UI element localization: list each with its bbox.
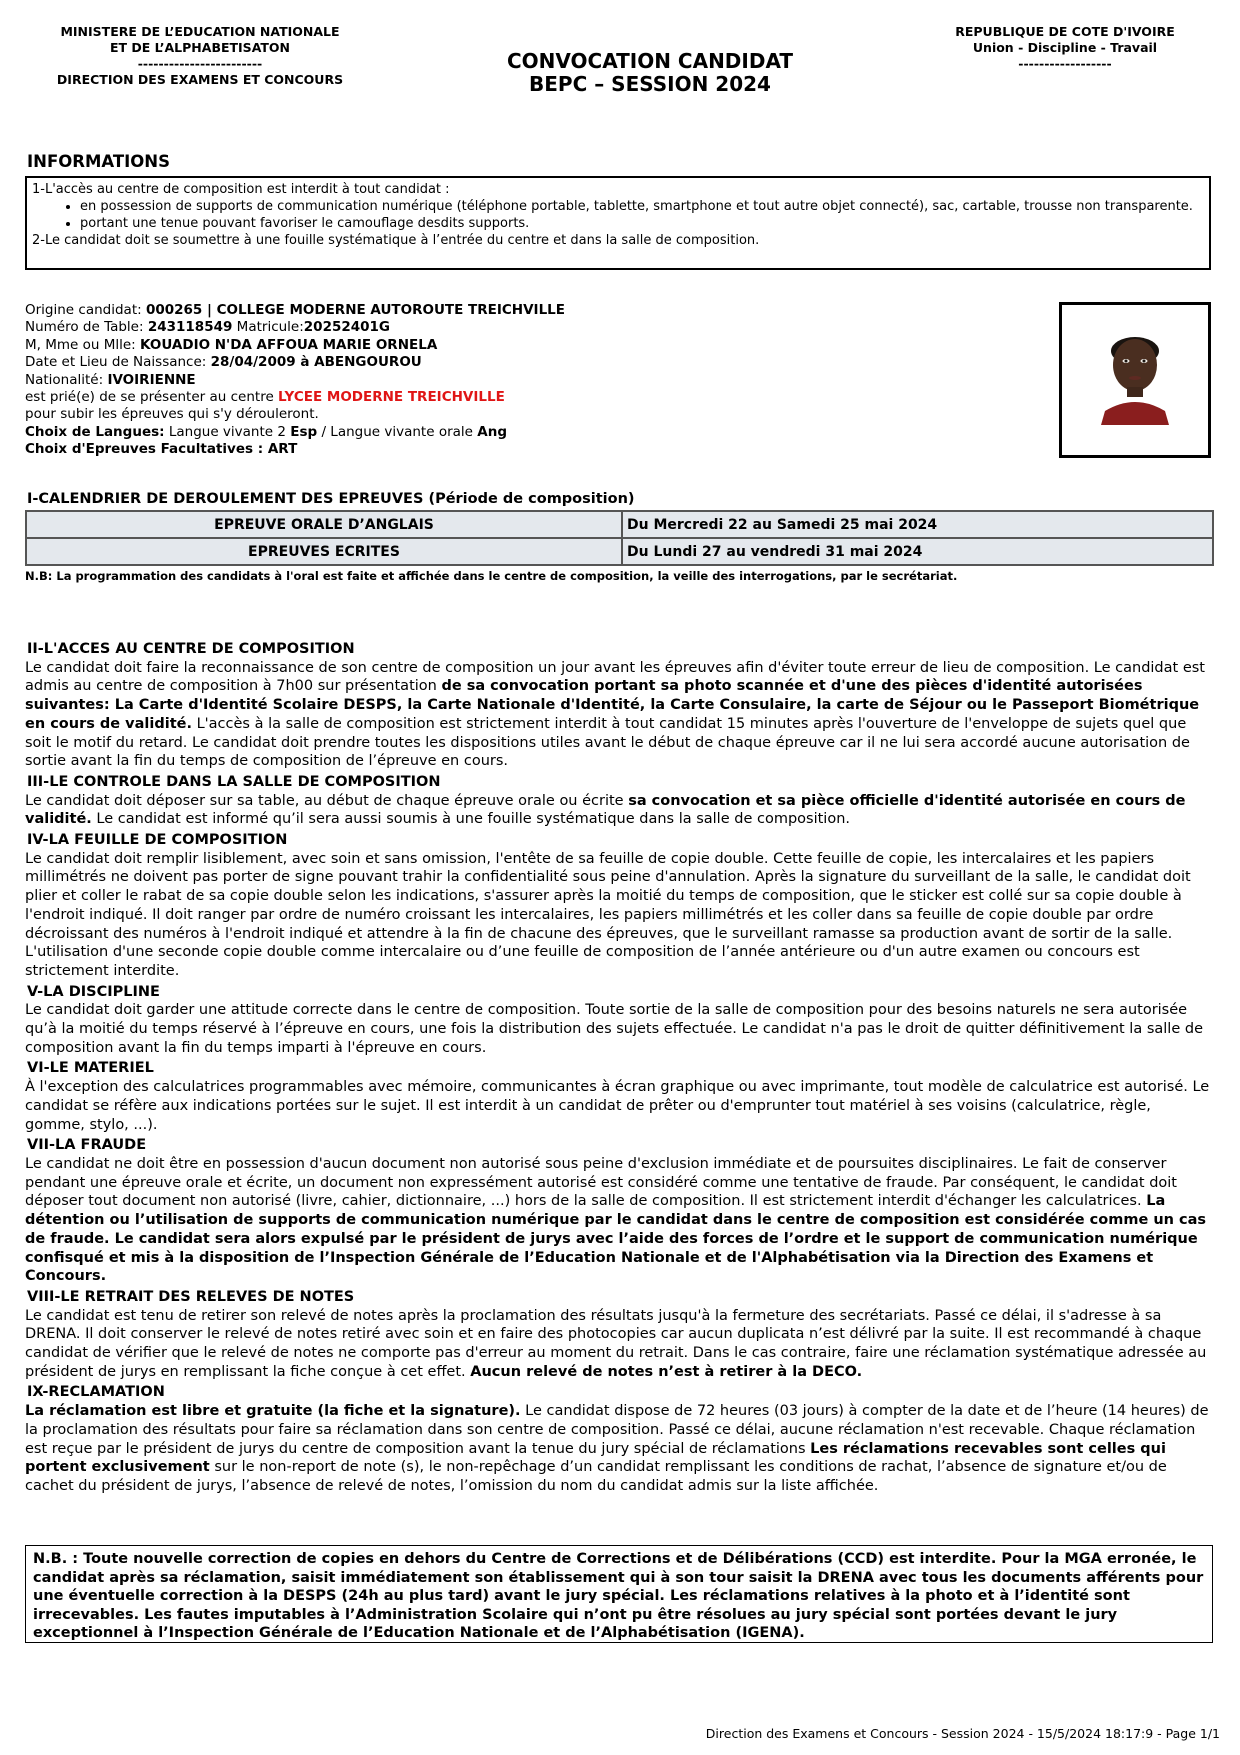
calendar-table xyxy=(25,510,1214,566)
exam-name: EPREUVE ORALE D’ANGLAIS xyxy=(26,511,622,538)
candidate-details xyxy=(25,302,1025,459)
info-bullet: • portant une tenue pouvant favoriser le camouflage desdits supports. xyxy=(80,215,1204,232)
rules-section xyxy=(25,640,1215,1498)
header-separator: ------------------------ xyxy=(137,56,263,71)
bold-run: sa convocation et sa pièce officielle d'identité autorisée en cours de validité. xyxy=(25,792,1186,828)
exam-dates: Du Lundi 27 au vendredi 31 mai 2024 xyxy=(622,538,1213,565)
section-paragraph xyxy=(25,792,1215,829)
name-row xyxy=(25,337,1025,354)
info-bullet: • en possession de supports de communication numérique (téléphone portable, tablette, smartphone et tout autre objet connecté), sac, cartable, trousse non transparente. xyxy=(80,198,1204,215)
section-paragraph: Le candidat doit remplir lisiblement, avec soin et sans omission, l'entête de sa feuille de copie double. Cette feuille de copie, les intercalaires et les papiers millimétrés ne doivent pas porter de signe pouvant trahir la confidentialité sous peine d'annulation. Après la signature du surveillant de la salle, le candidat doit plier et coller le rabat de sa copie double selon les indications, s'assurer après la moitié du temps de composition, que le sticker est collé sur sa copie double à l'endroit indiqué. Il doit ranger par ordre de numéro croissant les intercalaires, les papiers millimétrés et les coller dans sa feuille de copie double par ordre décroissant des numéros à l'endroit indiqué et attendre à la fin de chacune des épreuves, que le surveillant ramasse sa production avant de sortir de la salle. L'utilisation d'une seconde copie double comme intercalaire ou d’une feuille de composition de l’année antérieure ou d'un autre examen ou concours est strictement interdite. xyxy=(25,850,1191,979)
name-label: M, Mme ou Mlle: xyxy=(25,336,141,353)
calendar-note: N.B: La programmation des candidats à l'oral est faite et affichée dans le centre de composition, la veille des interrogations, par le secrétariat. xyxy=(25,569,958,583)
lv2-label: Langue vivante 2 xyxy=(164,423,291,440)
session-line: BEPC – SESSION 2024 xyxy=(529,72,771,96)
bold-run: de sa convocation portant sa photo scannée et d'une des pièces d'identité autorisées suivantes: La Carte d'Identité Scolaire DESPS, la Carte Nationale d'Identité, la Carte Consulaire, la carte de Séjour ou le Passeport Biométrique en cours de validité. xyxy=(25,678,1200,732)
languages-label: Choix de Langues: xyxy=(25,423,165,440)
table-number-label: Numéro de Table: xyxy=(25,319,148,336)
optional-label: Choix d'Epreuves Facultatives : xyxy=(25,441,268,458)
title-line: CONVOCATION CANDIDAT xyxy=(506,49,794,73)
informations-title: INFORMATIONS xyxy=(27,152,170,171)
page-footer: Direction des Examens et Concours - Session 2024 - 15/5/2024 18:17:9 - Page 1/1 xyxy=(705,1726,1220,1741)
section-heading: III-LE CONTROLE DANS LA SALLE DE COMPOSITION xyxy=(27,773,441,790)
text-run: sur le non-report de note (s), le non-repêchage d’un candidat remplissant les conditions de rachat, l’absence de signature et/ou de cachet du président de jurys, l’absence de relevé de notes, l’omission du nom du candidat admis sur la liste affichée. xyxy=(25,1459,1167,1494)
center-prefix: est prié(e) de se présenter au centre xyxy=(25,389,279,406)
oral-language-label: / Langue vivante orale xyxy=(317,423,478,440)
ministry-line: ET DE L’ALPHABETISATON xyxy=(109,40,291,55)
exam-dates: Du Mercredi 22 au Samedi 25 mai 2024 xyxy=(622,511,1213,538)
text-run: Le candidat doit déposer sur sa table, au début de chaque épreuve orale ou écrite xyxy=(25,792,629,809)
lv2-value: Esp xyxy=(290,423,318,440)
republic-line: REPUBLIQUE DE COTE D'IVOIRE xyxy=(955,24,1175,39)
section-heading: VI-LE MATERIEL xyxy=(27,1060,154,1077)
motto-line: Union - Discipline - Travail xyxy=(972,40,1158,55)
optional-row xyxy=(25,441,1025,458)
name-value: KOUADIO N'DA AFFOUA MARIE ORNELA xyxy=(140,336,438,353)
section-paragraph xyxy=(25,1307,1215,1382)
optional-value: ART xyxy=(267,441,298,458)
table-row xyxy=(26,538,1213,565)
center-row xyxy=(25,389,1025,406)
exam-name: EPREUVES ECRITES xyxy=(26,538,622,565)
section-heading: VIII-LE RETRAIT DES RELEVES DE NOTES xyxy=(27,1288,355,1305)
nationality-label: Nationalité: xyxy=(25,371,108,388)
section-paragraph xyxy=(25,1402,1215,1496)
oral-language-value: Ang xyxy=(477,423,507,440)
section-paragraph xyxy=(25,1155,1215,1286)
text-run: Le candidat est informé qu’il sera aussi soumis à une fouille systématique dans la salle de composition. xyxy=(91,811,850,828)
nationality-row xyxy=(25,372,1025,389)
table-number-value: 243118549 xyxy=(147,319,233,336)
section-paragraph: Le candidat doit garder une attitude correcte dans le centre de composition. Toute sortie de la salle de composition pour des besoins naturels ne sera autorisée qu’à la moitié du temps réservé à l’épreuve en cours, une fois la distribution des sujets effectuée. Le candidat n'a pas le droit de quitter définitivement la salle de composition avant la fin du temps imparti à l'épreuve en cours. xyxy=(25,1002,1203,1056)
origin-value: 000265 | COLLEGE MODERNE AUTOROUTE TREICHVILLE xyxy=(145,302,566,318)
nationality-value: IVOIRIENNE xyxy=(107,371,196,388)
ministry-line: MINISTERE DE L’EDUCATION NATIONALE xyxy=(60,24,340,39)
header-separator: ------------------ xyxy=(1018,56,1112,71)
origin-row xyxy=(25,302,1025,319)
birth-label: Date et Lieu de Naissance: xyxy=(25,354,211,371)
text-run: L'accès à la salle de composition est strictement interdit à tout candidat 15 minutes après l'ouverture de l'enveloppe de sujets quel que soit le motif du retard. Le candidat doit prendre toutes les dispositions utiles avant le début de chaque épreuve car il ne lui sera accordé aucune autorisation de sortie avant la fin du temps de composition de l’épreuve en cours. xyxy=(25,715,1190,770)
bold-run: La détention ou l’utilisation de supports de communication numérique par le candidat dans le centre de composition est considérée comme un cas de fraude. Le candidat sera alors expulsé par le président de jurys avec l’aide des forces de l’ordre et le support de communication numérique confisqué et mis à la disposition de l’Inspection Générale de l’Education Nationale et de l'Alphabétisation via la Direction des Examens et Concours. xyxy=(25,1193,1207,1285)
section-heading: VII-LA FRAUDE xyxy=(27,1137,147,1154)
birth-row xyxy=(25,354,1025,371)
matricule-value: 20252401G xyxy=(303,319,391,336)
informations-box xyxy=(25,176,1211,270)
origin-label: Origine candidat: xyxy=(25,302,146,318)
info-bullets xyxy=(32,198,1204,232)
section-heading: V-LA DISCIPLINE xyxy=(27,983,160,1000)
text-run: Le candidat ne doit être en possession d'aucun document non autorisé sous peine d'exclusion immédiate et de poursuites disciplinaires. Le fait de conserver pendant une épreuve orale et écrite, un document non expressément autorisé est considéré comme une tentative de fraude. Par conséquent, le candidat doit déposer tout document non autorisé (livre, cahier, dictionnaire, ...) hors de la salle de composition. Il est strictement interdit d'échanger les calculatrices. xyxy=(25,1155,1177,1210)
republic-header xyxy=(905,24,1225,72)
candidate-portrait-icon xyxy=(1075,315,1195,445)
nb-notice-box: N.B. : Toute nouvelle correction de copies en dehors du Centre de Corrections et de Délibérations (CCD) est interdite. Pour la MGA erronée, le candidat après sa réclamation, saisit immédiatement son établissement qui à son tour saisit la DRENA avec tous les documents afférents pour une éventuelle correction à la DESPS (24h au plus tard) avant le jury spécial. Les réclamations relatives à la photo et à l’identité sont irrecevables. Les fautes imputables à l’Administration Scolaire qui n’ont pu être résolues au jury spécial sont portées devant le jury exceptionnel à l’Inspection Générale de l’Education Nationale et de l’Alphabétisation (IGENA). xyxy=(25,1545,1213,1643)
calendar-title: I-CALENDRIER DE DEROULEMENT DES EPREUVES (Période de composition) xyxy=(27,491,635,507)
candidate-photo xyxy=(1059,302,1211,458)
document-title xyxy=(420,50,880,96)
info-item-2: 2-Le candidat doit se soumettre à une fouille systématique à l’entrée du centre et dans la salle de composition. xyxy=(32,233,760,248)
birth-value: 28/04/2009 à ABENGOUROU xyxy=(210,354,422,371)
ministry-header xyxy=(40,24,360,88)
section-paragraph: À l'exception des calculatrices programmables avec mémoire, communicantes à écran graphique ou avec imprimante, tout modèle de calculatrice est autorisé. Le candidat se réfère aux indications portées sur le sujet. Il est interdit à un candidat de prêter ou d'emprunter tout matériel à ses voisins (calculatrice, règle, gomme, stylo, ...). xyxy=(25,1079,1210,1133)
section-heading: II-L'ACCES AU CENTRE DE COMPOSITION xyxy=(27,641,355,657)
exam-center-name: LYCEE MODERNE TREICHVILLE xyxy=(278,389,505,406)
text-run: Le candidat dispose de 72 heures (03 jours) à compter de la date et de l’heure (14 heures) de la proclamation des résultats pour faire sa réclamation dans son centre de composition. Passé ce délai, aucune réclamation n'est recevable. Chaque réclamation est reçue par le président de jurys du centre de composition avant la tenue du jury spécial de réclamations xyxy=(25,1403,1209,1457)
bold-run: Les réclamations recevables sont celles qui portent exclusivement xyxy=(25,1440,1166,1476)
table-row xyxy=(26,511,1213,538)
info-item-1: 1-L'accès au centre de composition est interdit à tout candidat : xyxy=(32,182,450,197)
section-paragraph xyxy=(25,659,1215,771)
text-run: Le candidat doit faire la reconnaissance de son centre de composition un jour avant les épreuves afin d'éviter toute erreur de lieu de composition. Le candidat est admis au centre de composition à 7h00 sur présentation xyxy=(25,659,1205,695)
table-number-row xyxy=(25,319,1025,336)
section-heading: IV-LA FEUILLE DE COMPOSITION xyxy=(27,832,288,849)
bold-run: La réclamation est libre et gratuite (la fiche et la signature). xyxy=(25,1403,521,1420)
center-suffix: pour subir les épreuves qui s'y dérouleront. xyxy=(25,406,319,423)
text-run: Le candidat est tenu de retirer son relevé de notes après la proclamation des résultats jusqu'à la fermeture des secrétariats. Passé ce délai, il s'adresse à sa DRENA. Il doit conserver le relevé de notes retiré avec soin et en faire des photocopies car aucun duplicata n’est délivré par la suite. Il est recommandé à chaque candidat de vérifier que le relevé de notes ne comporte pas d'erreur au moment du retrait. Dans le cas contraire, faire une réclamation systématique adressée au président de jurys en remplissant la fiche conçue à cet effet. xyxy=(25,1307,1207,1380)
direction-line: DIRECTION DES EXAMENS ET CONCOURS xyxy=(56,72,344,87)
matricule-label: Matricule: xyxy=(232,319,304,336)
languages-row xyxy=(25,424,1025,441)
bold-run: Aucun relevé de notes n’est à retirer à la DECO. xyxy=(470,1363,863,1380)
section-heading: IX-RECLAMATION xyxy=(27,1384,165,1401)
